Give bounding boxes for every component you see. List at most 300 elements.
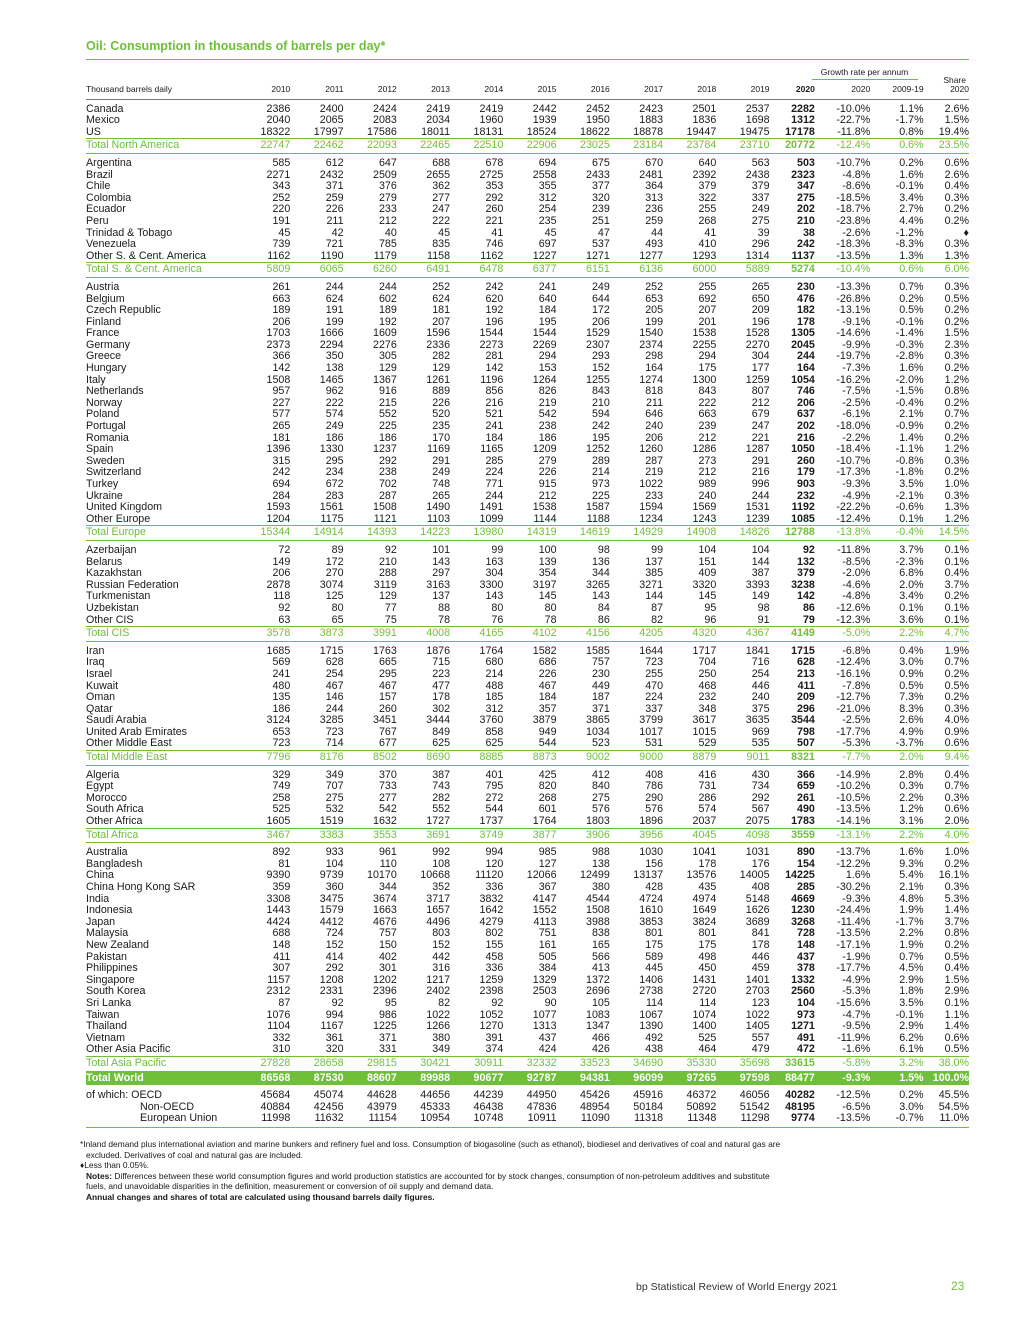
year-value: 1508 (586, 904, 610, 917)
share-value: 0.3% (944, 350, 969, 363)
year-value: 3691 (397, 828, 450, 843)
growth-rate: -0.6% (895, 501, 924, 514)
year-value: 105 (591, 996, 610, 1009)
year-value: 2398 (479, 985, 504, 998)
year-value: 152 (432, 938, 451, 951)
year-value: 535 (751, 737, 770, 750)
share-value: 38.0% (924, 1056, 969, 1071)
year-value: 1465 (319, 373, 344, 386)
value-2020: 379 (797, 567, 815, 580)
year-value: 2419 (426, 102, 451, 115)
year-value: 145 (698, 590, 717, 603)
year-value: 18322 (260, 125, 291, 138)
year-value: 230 (591, 667, 610, 680)
growth-rate: -8.5% (842, 555, 871, 568)
value-2020: 491 (797, 1031, 815, 1044)
year-value: 856 (485, 385, 504, 398)
year-value: 1264 (532, 373, 557, 386)
share-value: 3.7% (944, 915, 969, 928)
value-2020: 637 (797, 408, 815, 421)
row-label: Belgium (86, 293, 125, 305)
year-value: 307 (272, 962, 291, 975)
year-value: 98 (597, 543, 610, 556)
year-value: 663 (272, 292, 291, 305)
share-value: 1.1% (944, 1008, 969, 1021)
growth-rate: -0.1% (895, 315, 924, 328)
year-value: 289 (591, 454, 610, 467)
year-value: 477 (432, 679, 451, 692)
value-2020: 3559 (770, 828, 815, 843)
year-value: 44656 (420, 1089, 451, 1102)
year-value: 172 (325, 555, 344, 568)
header-year-2020: 2020 (770, 84, 815, 99)
growth-rate: -12.3% (836, 613, 871, 626)
year-value: 129 (432, 362, 451, 375)
year-value: 557 (751, 1031, 770, 1044)
growth-rate: -30.2% (836, 881, 871, 893)
footnote-definition: *Inland demand plus international aviation and marine bunkers and refinery fuel and loss. Consumption of biogasoline (such as ethanol), biodiesel and derivatives of coal and natural gas are (80, 1139, 781, 1149)
row-label: Uzbekistan (86, 602, 139, 614)
table-row (86, 328, 969, 340)
row-label: France (86, 328, 120, 340)
year-value: 523 (591, 737, 610, 750)
year-value: 2509 (373, 168, 397, 181)
year-value: 206 (645, 431, 664, 444)
year-value: 1076 (266, 1008, 291, 1021)
year-value: 1405 (745, 1020, 770, 1033)
year-value: 143 (432, 555, 451, 568)
growth-rate: -12.2% (836, 857, 871, 870)
year-value: 234 (325, 466, 344, 479)
growth-rate: 0.5% (899, 679, 924, 692)
year-value: 364 (645, 180, 664, 193)
year-value: 445 (645, 962, 664, 975)
year-value: 283 (325, 489, 344, 502)
year-value: 241 (538, 280, 557, 293)
year-value: 449 (591, 679, 610, 692)
year-value: 1585 (586, 644, 610, 657)
year-value: 450 (698, 962, 717, 975)
row-label: Total Middle East (86, 751, 237, 766)
growth-rate-heading: Growth rate per annum (820, 67, 909, 77)
year-value: 2040 (266, 114, 291, 127)
year-value: 216 (485, 396, 504, 409)
year-value: 1022 (745, 1008, 770, 1021)
year-value: 212 (751, 396, 770, 409)
year-value: 96099 (610, 1071, 663, 1086)
year-value: 446 (751, 679, 770, 692)
growth-rate: -14.1% (836, 815, 871, 828)
year-value: 1605 (266, 815, 291, 828)
year-value: 22465 (397, 139, 450, 154)
year-value: 380 (432, 1031, 451, 1044)
value-2020: 216 (797, 431, 815, 444)
year-value: 292 (751, 791, 770, 804)
year-value: 1022 (426, 1008, 451, 1021)
share-value: 0.3% (944, 881, 969, 893)
year-value: 6260 (344, 263, 397, 278)
share-value: 0.1% (944, 555, 969, 568)
year-value: 1540 (639, 327, 664, 340)
row-label: Oman (86, 692, 116, 704)
year-value: 6065 (290, 263, 343, 278)
region-total-row (86, 526, 969, 541)
year-value: 686 (538, 656, 557, 669)
year-value: 1067 (639, 1008, 664, 1021)
year-value: 191 (325, 304, 344, 317)
year-value: 178 (751, 938, 770, 951)
year-value: 3308 (266, 892, 291, 905)
growth-rate: 0.3% (899, 780, 924, 793)
growth-rate: -9.3% (842, 478, 871, 490)
value-2020: 79 (802, 613, 815, 626)
year-value: 1841 (745, 644, 770, 657)
year-value: 996 (751, 478, 770, 490)
growth-rate: -5.8% (815, 1056, 870, 1071)
table-row (86, 277, 969, 293)
growth-rate: -22.7% (836, 114, 871, 127)
year-value: 410 (698, 238, 717, 251)
growth-rate: -5.3% (842, 737, 871, 750)
growth-rate: 3.5% (899, 478, 924, 490)
growth-rate: 0.7% (899, 280, 924, 293)
year-value: 298 (645, 350, 664, 363)
year-value: 149 (272, 555, 291, 568)
year-value: 138 (325, 362, 344, 375)
year-value: 8873 (503, 751, 556, 766)
value-2020: 242 (797, 238, 815, 251)
year-value: 1443 (266, 904, 291, 917)
value-2020: 285 (797, 881, 815, 893)
growth-rate: 0.8% (899, 125, 924, 138)
value-2020: 179 (797, 466, 815, 479)
year-value: 2703 (745, 985, 770, 998)
year-value: 385 (645, 567, 664, 580)
year-value: 574 (325, 408, 344, 421)
year-value: 226 (432, 396, 451, 409)
year-value: 110 (379, 857, 397, 870)
year-value: 2419 (479, 102, 504, 115)
year-value: 994 (325, 1008, 344, 1021)
row-label: Brazil (86, 169, 113, 181)
year-value: 721 (325, 238, 344, 251)
year-value: 11318 (610, 1113, 663, 1127)
year-value: 1561 (319, 501, 344, 514)
year-value: 242 (485, 280, 504, 293)
year-value: 178 (432, 691, 451, 704)
year-value: 8502 (344, 751, 397, 766)
share-value: 0.1% (944, 543, 969, 556)
growth-rate: 0.1% (899, 601, 924, 614)
year-value: 44 (651, 226, 664, 239)
year-value: 704 (698, 656, 717, 669)
year-value: 265 (272, 420, 291, 433)
row-label: Azerbaijan (86, 543, 137, 556)
share-value: 11.0% (924, 1113, 969, 1127)
year-value: 1165 (480, 443, 504, 456)
year-value: 749 (272, 780, 291, 793)
year-value: 1237 (373, 443, 397, 456)
year-value: 23710 (716, 139, 769, 154)
year-value: 88607 (344, 1071, 397, 1086)
year-value: 240 (645, 420, 664, 433)
value-2020: 202 (797, 420, 815, 433)
year-value: 181 (272, 431, 291, 444)
year-value: 1103 (427, 512, 451, 525)
growth-rate: -6.8% (842, 644, 871, 657)
year-value: 1632 (373, 815, 397, 828)
value-2020: 3238 (791, 578, 815, 591)
year-value: 1277 (639, 249, 664, 262)
year-value: 858 (485, 725, 504, 738)
year-value: 1626 (745, 904, 770, 917)
page-title: Oil: Consumption in thousands of barrels per day* (86, 39, 386, 53)
year-value: 29815 (344, 1056, 397, 1071)
year-value: 184 (538, 691, 557, 704)
year-value: 254 (538, 203, 557, 216)
year-value: 11632 (290, 1113, 343, 1127)
share-value: 19.4% (938, 125, 969, 138)
year-value: 120 (485, 857, 504, 870)
growth-rate: -2.2% (842, 431, 871, 444)
growth-rate: 3.7% (899, 543, 924, 556)
year-value: 2374 (639, 338, 664, 351)
row-label: Canada (86, 102, 124, 115)
share-value: 1.2% (944, 512, 969, 525)
growth-rate: -4.8% (842, 590, 871, 603)
year-value: 45684 (260, 1089, 291, 1102)
growth-rate: -2.6% (842, 226, 871, 239)
year-value: 376 (378, 180, 397, 193)
year-value: 992 (432, 846, 451, 859)
year-value: 1259 (479, 973, 504, 986)
year-value: 525 (272, 803, 291, 816)
year-value: 46438 (473, 1100, 504, 1113)
year-value: 360 (325, 881, 344, 893)
year-value: 1950 (586, 114, 610, 127)
year-value: 184 (538, 304, 557, 317)
growth-rate: 2.0% (899, 578, 924, 591)
value-2020: 798 (797, 725, 815, 738)
year-value: 148 (272, 938, 291, 951)
year-value: 270 (325, 567, 344, 580)
value-2020: 17178 (785, 125, 815, 138)
year-value: 22906 (503, 139, 556, 154)
year-value: 14393 (344, 526, 397, 541)
share-value: 0.1% (944, 613, 969, 626)
year-value: 77 (384, 601, 397, 614)
year-value: 818 (645, 385, 664, 398)
value-2020: 206 (797, 396, 815, 409)
value-2020: 148 (797, 938, 815, 951)
year-value: 8879 (663, 751, 716, 766)
year-value: 164 (645, 362, 664, 375)
year-value: 14619 (557, 526, 610, 541)
year-value: 292 (325, 962, 344, 975)
year-value: 1372 (586, 973, 610, 986)
year-value: 670 (645, 156, 664, 169)
year-value: 252 (645, 280, 664, 293)
year-value: 4045 (663, 828, 716, 843)
year-value: 336 (485, 881, 504, 893)
growth-rate: 4.4% (899, 214, 924, 227)
year-value: 589 (645, 950, 664, 963)
growth-rate: -3.7% (895, 737, 924, 750)
year-value: 751 (538, 927, 557, 940)
year-value: 1158 (427, 249, 451, 262)
year-value: 1179 (373, 249, 397, 262)
growth-rate: 3.4% (899, 590, 924, 603)
year-value: 644 (591, 292, 610, 305)
year-value: 242 (591, 420, 610, 433)
year-value: 320 (325, 1043, 344, 1056)
row-label: Italy (86, 374, 106, 386)
year-value: 3553 (344, 828, 397, 843)
year-value: 355 (538, 180, 557, 193)
year-value: 265 (751, 280, 770, 293)
header-year: 2012 (344, 84, 397, 99)
year-value: 259 (325, 191, 344, 204)
year-value: 14929 (610, 526, 663, 541)
year-value: 30911 (450, 1056, 503, 1071)
row-label: Turkey (86, 479, 119, 490)
growth-rate: 3.0% (899, 656, 924, 669)
year-value: 206 (272, 315, 291, 328)
value-2020: 503 (797, 156, 815, 169)
header-growth-2009-19: 2009-19 (870, 84, 923, 99)
row-label: of which: OECD (86, 1089, 163, 1102)
year-value: 51542 (739, 1100, 770, 1113)
year-value: 4544 (586, 892, 610, 905)
growth-rate: 1.4% (899, 431, 924, 444)
year-value: 1157 (267, 973, 291, 986)
year-value: 39 (757, 226, 770, 239)
year-value: 2442 (532, 102, 557, 115)
year-value: 594 (591, 408, 610, 421)
year-value: 3271 (639, 578, 664, 591)
footnote-less-than: ♦Less than 0.05%. (80, 1160, 149, 1171)
year-value: 232 (698, 691, 717, 704)
year-value: 2034 (426, 114, 451, 127)
row-label: Sri Lanka (86, 997, 132, 1009)
share-value: 1.5% (944, 973, 969, 986)
row-label: Non-OECD (140, 1101, 195, 1113)
year-value: 520 (432, 408, 451, 421)
table-row (86, 669, 969, 681)
year-value: 428 (645, 881, 664, 893)
year-value: 72 (278, 543, 291, 556)
year-value: 1162 (267, 249, 291, 262)
year-value: 165 (591, 938, 610, 951)
year-value: 310 (272, 1043, 291, 1056)
growth-rate: -0.4% (870, 526, 923, 541)
year-value: 479 (751, 1043, 770, 1056)
year-value: 986 (378, 1008, 397, 1021)
row-label: Mexico (86, 115, 120, 127)
share-value: 4.7% (924, 627, 969, 642)
year-value: 46056 (739, 1089, 770, 1102)
year-value: 803 (432, 927, 451, 940)
row-label: Total CIS (86, 627, 237, 642)
year-value: 835 (432, 238, 451, 251)
growth-rate: -8.3% (895, 238, 924, 251)
year-value: 1313 (532, 1020, 557, 1033)
value-2020: 903 (797, 478, 815, 490)
year-value: 694 (272, 478, 291, 490)
share-value: 2.6% (944, 102, 969, 115)
year-value: 91 (757, 613, 770, 626)
growth-rate: 1.2% (899, 803, 924, 816)
year-value: 694 (538, 156, 557, 169)
year-value: 2537 (745, 102, 770, 115)
growth-rate: -5.0% (815, 627, 870, 642)
row-label: Pakistan (86, 951, 127, 963)
year-value: 302 (432, 702, 451, 715)
year-value: 362 (432, 180, 451, 193)
growth-rate: 6.2% (899, 1031, 924, 1044)
oil-consumption-table (86, 84, 969, 1128)
growth-rate: 2.8% (899, 768, 924, 781)
year-value: 8690 (397, 751, 450, 766)
year-value: 97265 (663, 1071, 716, 1086)
share-value: 16.1% (938, 869, 969, 882)
year-value: 92787 (503, 1071, 556, 1086)
year-value: 624 (325, 292, 344, 305)
year-value: 7796 (237, 751, 290, 766)
year-value: 44950 (526, 1089, 557, 1102)
year-value: 97598 (716, 1071, 769, 1086)
row-label: India (86, 893, 110, 905)
year-value: 98 (757, 601, 770, 614)
year-value: 1666 (319, 327, 344, 340)
share-value: 54.5% (938, 1100, 969, 1113)
value-2020: 472 (797, 1043, 815, 1056)
year-value: 65 (331, 613, 344, 626)
year-value: 437 (538, 1031, 557, 1044)
year-value: 80 (544, 601, 557, 614)
value-2020: 296 (797, 702, 815, 715)
value-2020: 33615 (770, 1056, 815, 1071)
growth-rate: -14.9% (836, 768, 871, 781)
year-value: 408 (645, 768, 664, 781)
year-value: 343 (272, 180, 291, 193)
growth-rate: 0.1% (899, 512, 924, 525)
year-value: 205 (645, 304, 664, 317)
growth-rate: -9.5% (842, 1020, 871, 1033)
growth-rate: -1.4% (895, 327, 924, 340)
table-row (86, 467, 969, 479)
year-value: 195 (591, 431, 610, 444)
year-value: 723 (645, 656, 664, 669)
year-value: 3320 (692, 578, 717, 591)
year-value: 14826 (716, 526, 769, 541)
growth-rate: -15.6% (836, 996, 871, 1009)
growth-rate: -11.9% (837, 1031, 871, 1044)
year-value: 211 (645, 396, 664, 409)
year-value: 1490 (426, 501, 451, 514)
value-2020: 1137 (791, 249, 815, 262)
table-row (86, 1021, 969, 1033)
year-value: 5148 (745, 892, 770, 905)
year-value: 1569 (692, 501, 717, 514)
growth-rate: -0.9% (895, 420, 924, 433)
year-value: 279 (538, 454, 557, 467)
year-value: 459 (751, 962, 770, 975)
year-value: 574 (698, 803, 717, 816)
year-value: 1727 (426, 815, 451, 828)
growth-rate: -10.4% (815, 263, 870, 278)
row-label: Indonesia (86, 905, 133, 917)
